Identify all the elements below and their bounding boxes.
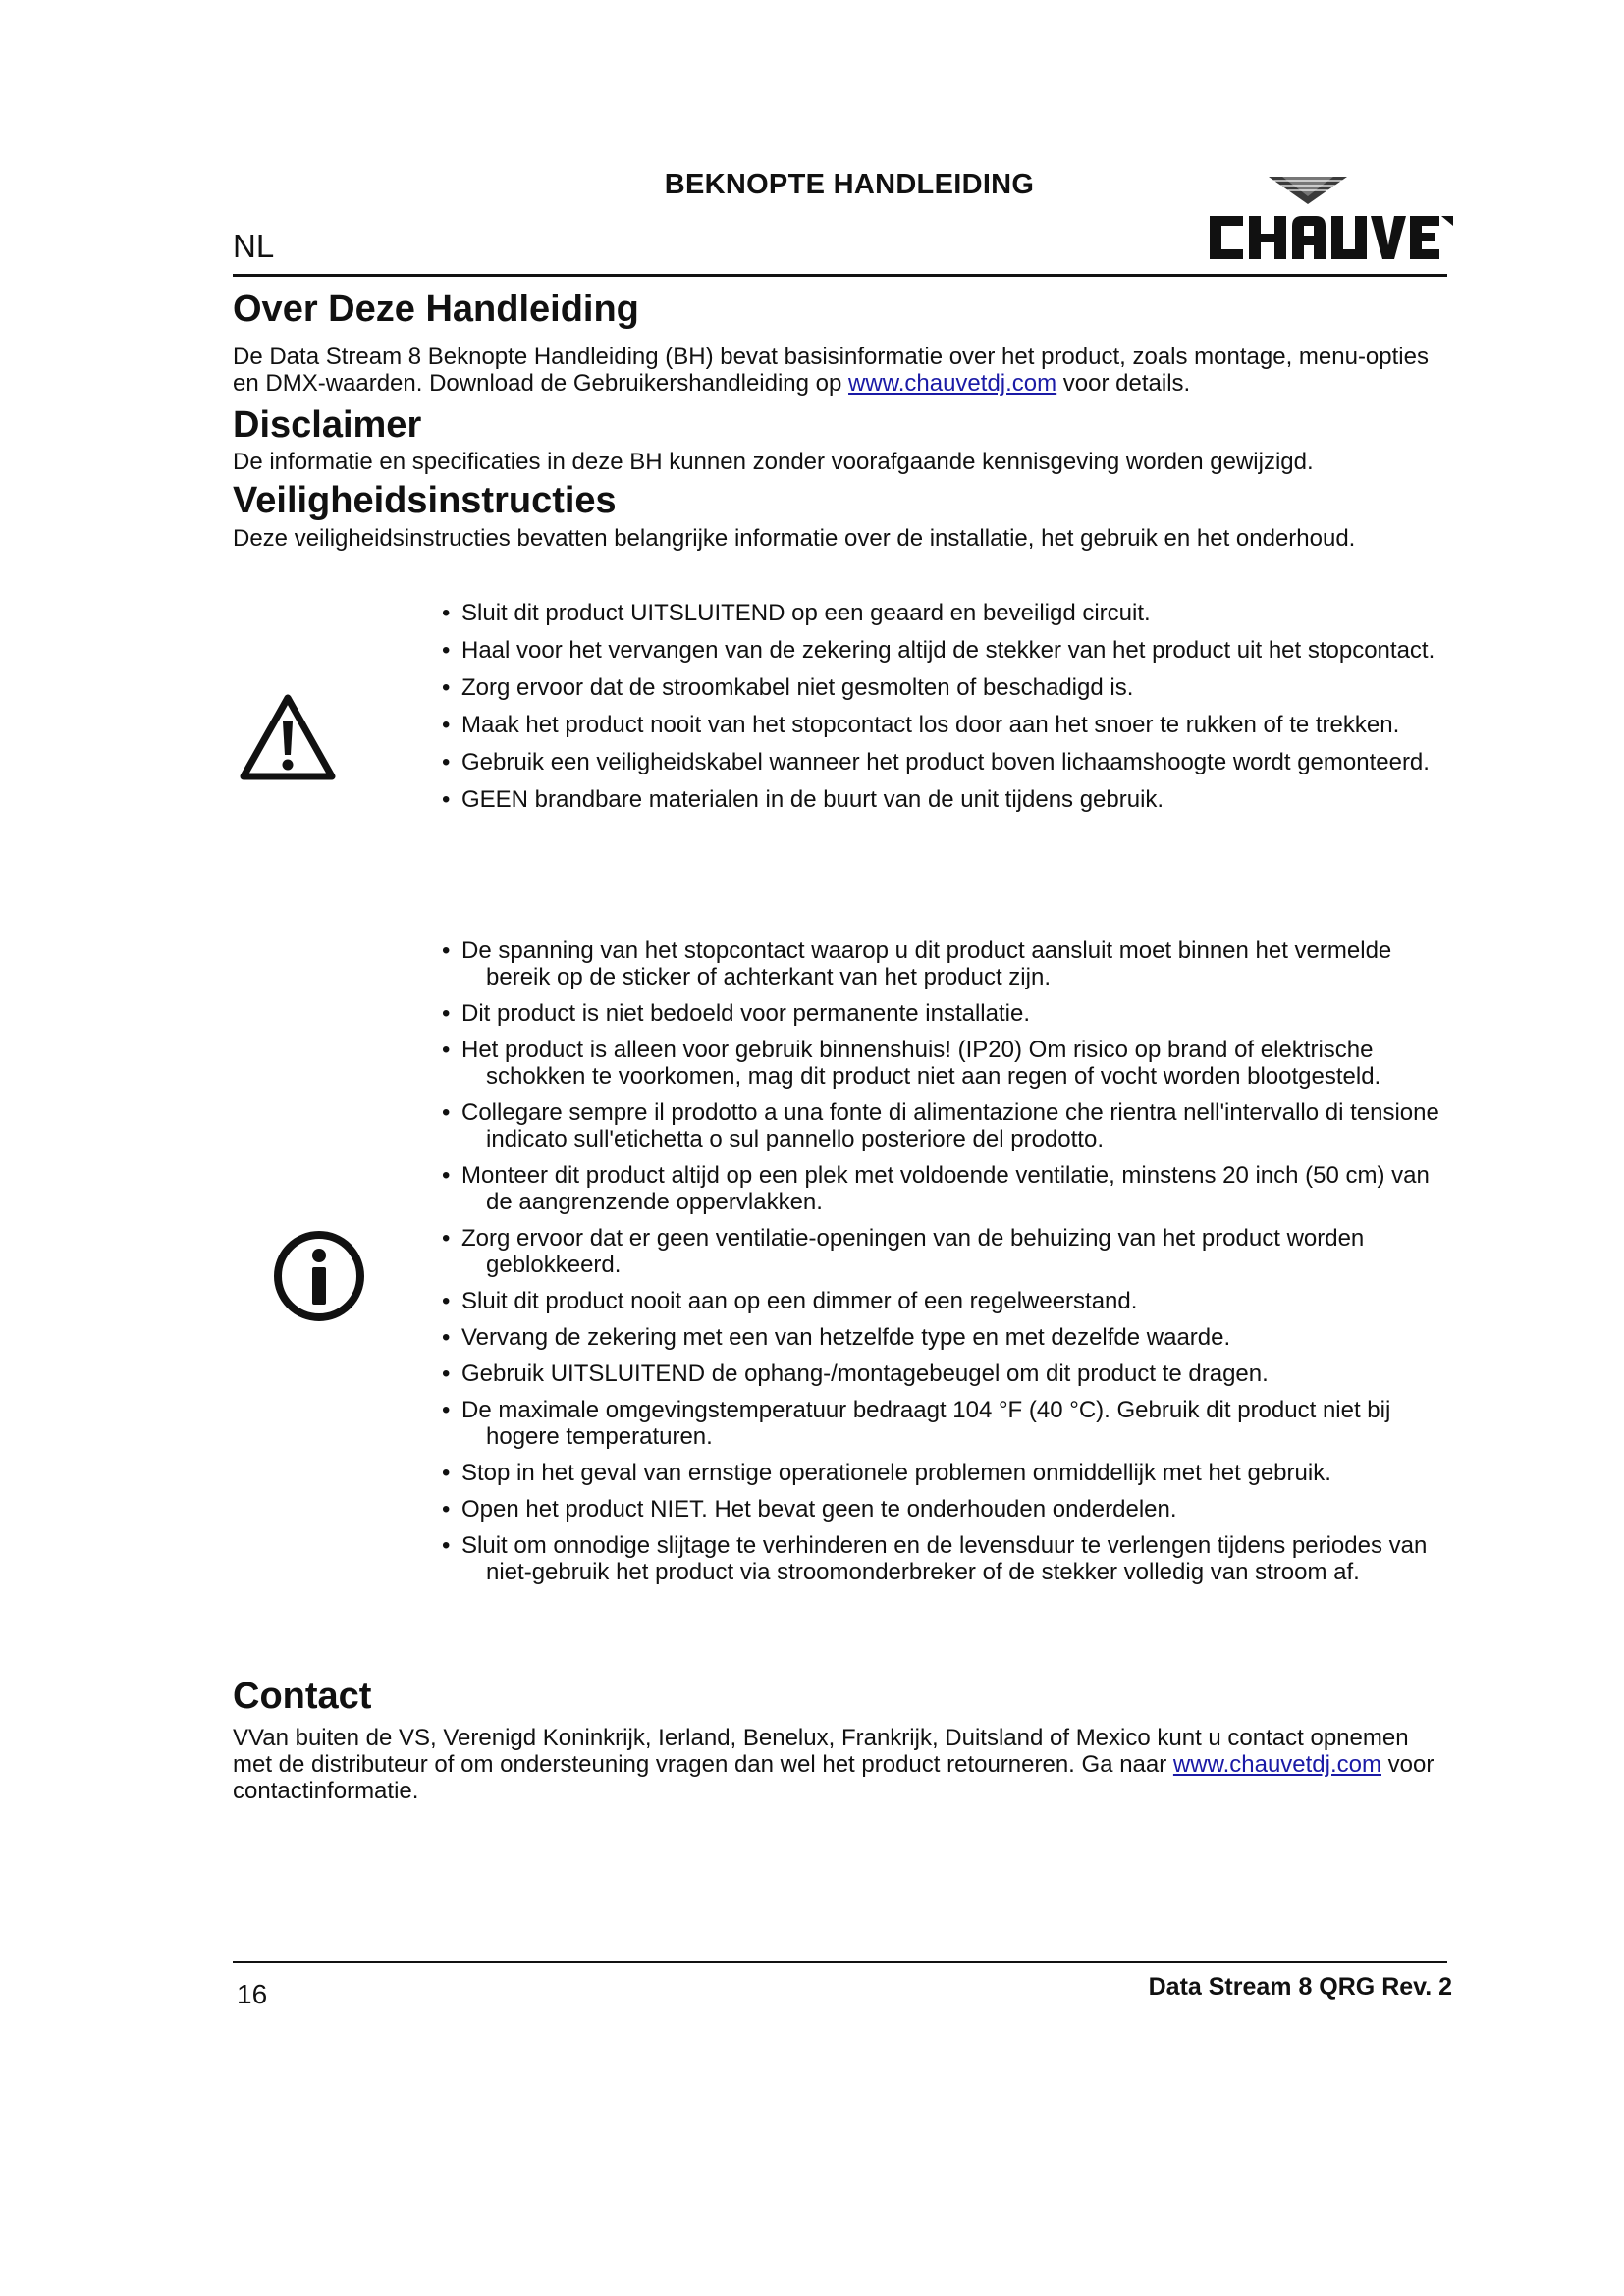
warning-triangle-icon — [239, 692, 337, 782]
list-item: • Open het product NIET. Het bevat geen te onderhouden onderdelen. — [435, 1496, 1456, 1522]
list-item: • Dit product is niet bedoeld voor permanente installatie. — [435, 1000, 1456, 1027]
safety-heading: Veiligheidsinstructies — [233, 480, 617, 521]
safety-intro: Deze veiligheidsinstructies bevatten belangrijke informatie over de installatie, het gebruik en het onderhoud. — [233, 525, 1356, 552]
list-item: • Stop in het geval van ernstige operationele problemen onmiddellijk met het gebruik. — [435, 1460, 1456, 1486]
chauvetdj-link[interactable]: www.chauvetdj.com — [1172, 1751, 1381, 1778]
list-item: • GEEN brandbare materialen in de buurt van de unit tijdens gebruik. — [435, 786, 1456, 813]
list-item: • Gebruik een veiligheidskabel wanneer het product boven lichaamshoogte wordt gemonteerd. — [435, 749, 1456, 775]
about-heading: Over Deze Handleiding — [233, 289, 639, 330]
list-item: • Het product is alleen voor gebruik binnenshuis! (IP20) Om risico op brand of elektrische schokken te voorkomen, mag dit product niet aan regen of vocht worden blootgesteld. — [435, 1037, 1456, 1090]
list-item: • Zorg ervoor dat er geen ventilatie-openingen van de behuizing van het product worden geblokkeerd. — [435, 1225, 1456, 1278]
page-number: 16 — [237, 1979, 268, 2009]
disclaimer-heading: Disclaimer — [233, 404, 422, 446]
contact-paragraph: VVan buiten de VS, Verenigd Koninkrijk, Ierland, Benelux, Frankrijk, Duitsland of Mexico kunt u contact opnemen met de distributeur of om ondersteuning vragen dan wel het product retourneren. Ga naar www.chauvetdj.com voor contactinformatie. — [233, 1725, 1435, 1804]
list-item: • Vervang de zekering met een van hetzelfde type en met dezelfde waarde. — [435, 1324, 1456, 1351]
list-item: • De maximale omgevingstemperatuur bedraagt 104 °F (40 °C). Gebruik dit product niet bij hogere temperaturen. — [435, 1397, 1456, 1450]
list-item: • Gebruik UITSLUITEND de ophang-/montagebeugel om dit product te dragen. — [435, 1361, 1456, 1387]
warning-list — [435, 600, 1456, 824]
info-icon — [272, 1229, 366, 1323]
list-item: • Monteer dit product altijd op een plek met voldoende ventilatie, minstens 20 inch (50 cm) van de aangrenzende oppervlakken. — [435, 1162, 1456, 1215]
contact-heading: Contact — [233, 1676, 372, 1717]
language-code: NL — [233, 228, 275, 264]
notes-list — [435, 937, 1456, 1595]
about-paragraph: De Data Stream 8 Beknopte Handleiding (BH) bevat basisinformatie over het product, zoals montage, menu-opties en DMX-waarden. Download de Gebruikershandleiding op www.chauvetdj.com voor details. — [233, 344, 1429, 397]
list-item: • Maak het product nooit van het stopcontact los door aan het snoer te rukken of te trekken. — [435, 712, 1456, 738]
header-divider — [233, 274, 1447, 277]
list-item: • Sluit om onnodige slijtage te verhinderen en de levensduur te verlengen tijdens periodes van niet-gebruik het product via stroomonderbreker of de stekker volledig van stroom af. — [435, 1532, 1456, 1585]
list-item: • Collegare sempre il prodotto a una fonte di alimentazione che rientra nell'intervallo di tensione indicato sull'etichetta o sul pannello posteriore del prodotto. — [435, 1099, 1456, 1152]
chauvetdj-link[interactable]: www.chauvetdj.com — [848, 370, 1057, 397]
list-item: • Haal voor het vervangen van de zekering altijd de stekker van het product uit het stopcontact. — [435, 637, 1456, 664]
list-item: • De spanning van het stopcontact waarop u dit product aansluit moet binnen het vermelde bereik op de sticker of achterkant van het product zijn. — [435, 937, 1456, 990]
footer-divider — [233, 1961, 1447, 1963]
document-id: Data Stream 8 QRG Rev. 2 — [1148, 1973, 1452, 2001]
list-item: • Sluit dit product nooit aan op een dimmer of een regelweerstand. — [435, 1288, 1456, 1314]
list-item: • Zorg ervoor dat de stroomkabel niet gesmolten of beschadigd is. — [435, 674, 1456, 701]
chauvet-dj-logo — [1208, 175, 1453, 273]
list-item: • Sluit dit product UITSLUITEND op een geaard en beveiligd circuit. — [435, 600, 1456, 626]
page-header-title: BEKNOPTE HANDLEIDING — [664, 169, 1035, 200]
disclaimer-paragraph: De informatie en specificaties in deze BH kunnen zonder voorafgaande kennisgeving worden gewijzigd. — [233, 449, 1314, 475]
